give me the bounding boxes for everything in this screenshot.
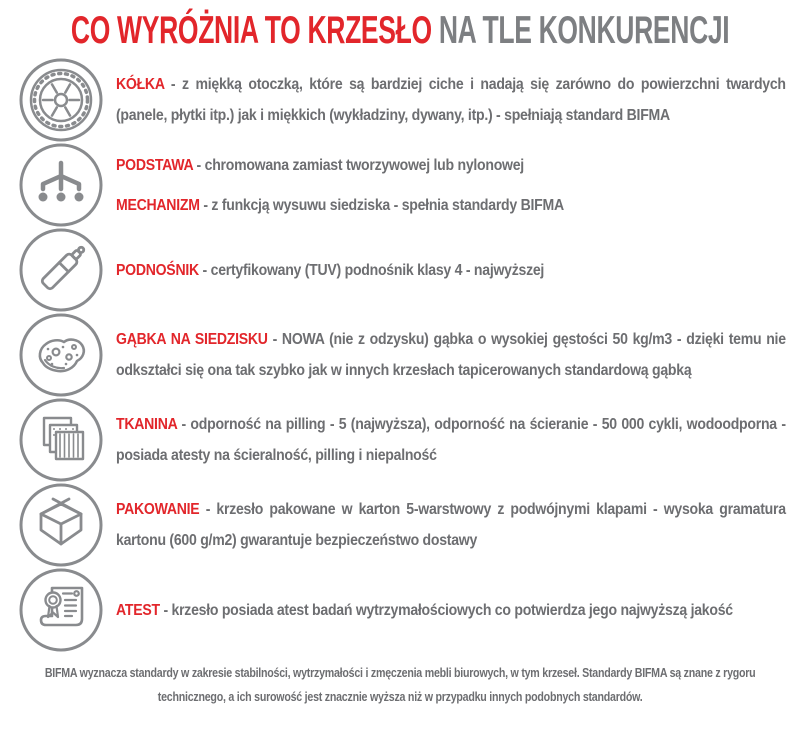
- feature-desc: - odporność na pilling - 5 (najwyższa), odporność na ścieranie - 50 000 cykli, wodoodporna - posiada atesty na ścieralność, pilling i niepalność: [116, 416, 786, 464]
- gas-lift-icon: [10, 228, 112, 312]
- page-title-highlight: CO WYRÓŻNIA TO KRZESŁO: [70, 9, 432, 52]
- feature-desc: - chromowana zamiast tworzywowej lub nylonowej: [196, 156, 524, 174]
- page-title-rest: NA TLE KONKURENCJI: [438, 9, 730, 52]
- feature-desc: - krzesło pakowane w karton 5-warstwowy z podwójnymi klapami - wysoka gramatura kartonu (600 g/m2) gwarantuje bezpieczeństwo dostawy: [116, 501, 786, 549]
- feature-text: [116, 595, 786, 626]
- feature-label: GĄBKA NA SIEDZISKU: [116, 331, 268, 348]
- feature-desc: - certyfikowany (TUV) podnośnik klasy 4 - najwyższej: [202, 261, 545, 279]
- feature-desc: - NOWA (nie z odzysku) gąbka o wysokiej gęstości 50 kg/m3 - dzięki temu nie odkształci się ona tak szybko jak w innych krzesłach tapicerowanych standardową gąbką: [116, 331, 786, 379]
- feature-row-packaging: [10, 483, 786, 567]
- feature-label: ATEST: [116, 601, 160, 619]
- feature-text: [116, 324, 786, 386]
- feature-row-wheels: [10, 58, 786, 142]
- feature-row-gas-lift: [10, 228, 786, 312]
- feature-label: TKANINA: [116, 416, 177, 433]
- package-box-icon: [10, 483, 112, 567]
- footer-note-text: BIFMA wyznacza standardy w zakresie stabilności, wytrzymałości i zmęczenia mebli biurowych, w tym krzeseł. Standardy BIFMA są znane z rygoru technicznego, a ich surowość jest znacznie wyższa niż w przypadku innych podobnych standardów.: [44, 665, 756, 704]
- feature-row-sponge: [10, 313, 786, 397]
- footer-note: [0, 653, 800, 709]
- feature-row-certificate: [10, 568, 786, 652]
- feature-label: KÓŁKA: [116, 76, 165, 93]
- feature-label: PAKOWANIE: [116, 501, 200, 518]
- feature-text: [116, 150, 786, 181]
- sponge-icon: [10, 313, 112, 397]
- page-title: [0, 0, 800, 56]
- chair-base-icon: [10, 143, 112, 227]
- feature-label: PODNOŚNIK: [116, 261, 199, 279]
- feature-label: MECHANIZM: [116, 196, 200, 214]
- feature-desc: - z funkcją wysuwu siedziska - spełnia standardy BIFMA: [203, 196, 564, 214]
- feature-row-fabric: [10, 398, 786, 482]
- feature-text: [116, 494, 786, 556]
- feature-text: [116, 255, 786, 286]
- feature-list: [0, 56, 800, 652]
- feature-text: [116, 69, 786, 131]
- fabric-icon: [10, 398, 112, 482]
- feature-desc: - krzesło posiada atest badań wytrzymałościowych co potwierdza jego najwyższą jakość: [163, 601, 733, 619]
- feature-text: [116, 190, 786, 221]
- feature-row-base-mechanism: [10, 143, 786, 227]
- feature-label: PODSTAWA: [116, 156, 193, 174]
- feature-desc: - z miękką otoczką, które są bardziej ciche i nadają się zarówno do powierzchni twardych (panele, płytki itp.) jak i miękkich (wykładziny, dywany, itp.) - spełniają standard BIFMA: [116, 76, 786, 124]
- wheel-icon: [10, 58, 112, 142]
- feature-text: [116, 409, 786, 471]
- certificate-icon: [10, 568, 112, 652]
